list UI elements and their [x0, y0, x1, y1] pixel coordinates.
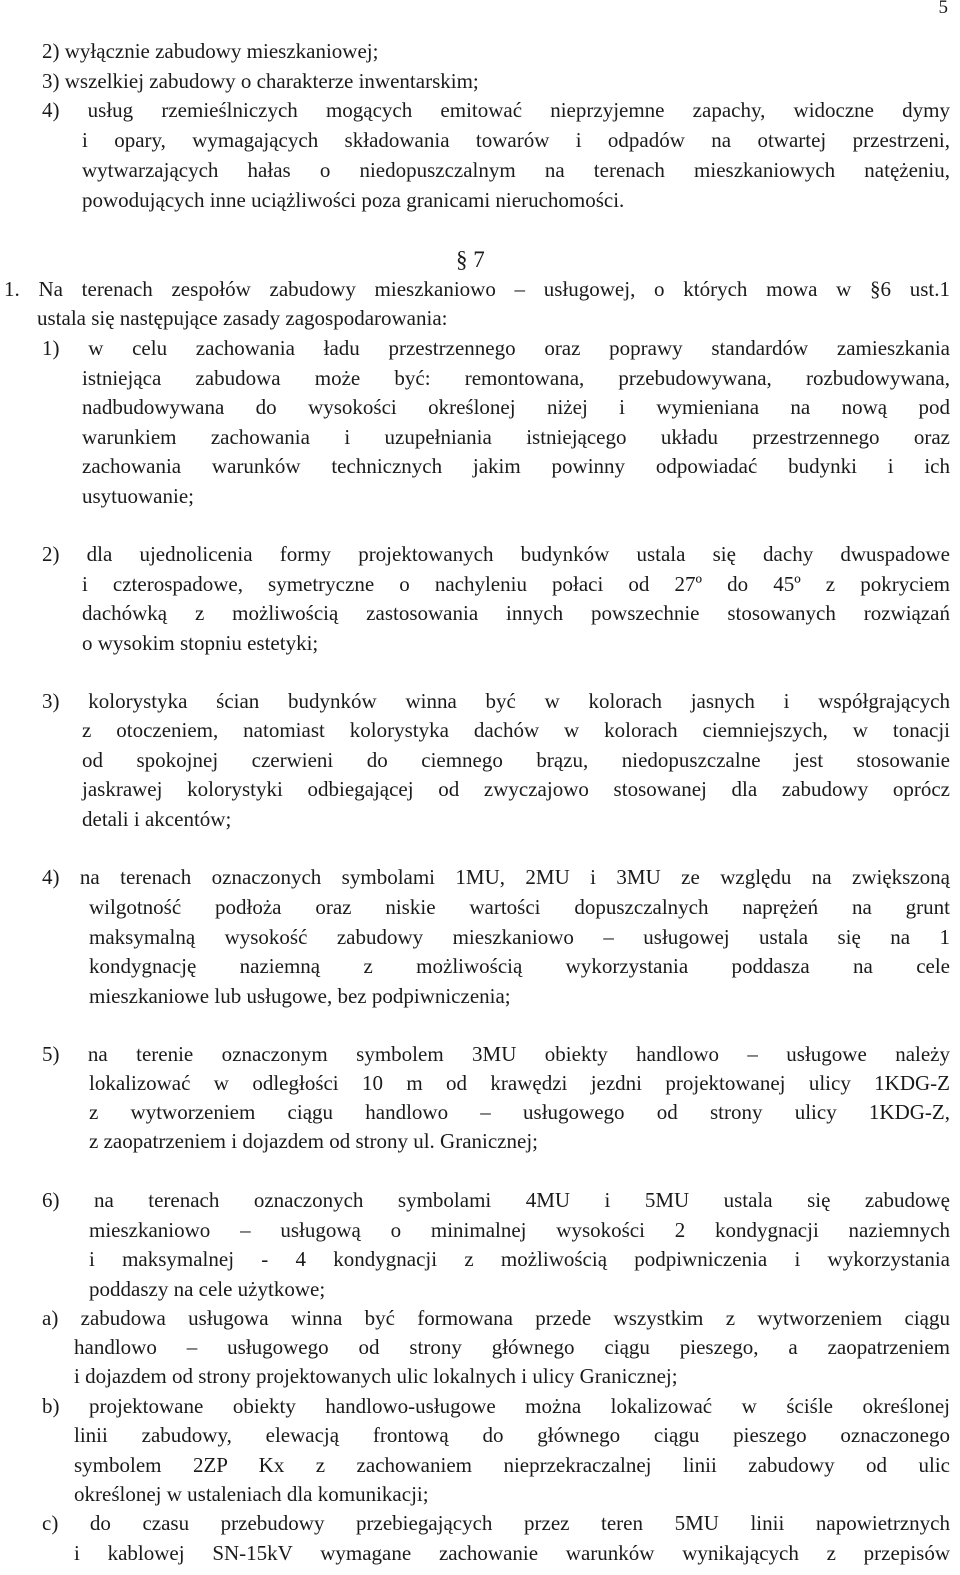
- text-line: i kablowej SN-15kV wymagane zachowanie warunków wynikających z przepisów: [74, 1541, 950, 1565]
- text-line: poddaszy na cele użytkowe;: [89, 1277, 326, 1301]
- text-line: 6) na terenach oznaczonych symbolami 4MU i 5MU ustala się zabudowę: [42, 1188, 950, 1212]
- text-line: lokalizować w odległości 10 m od krawędzi jezdni projektowanej ulicy 1KDG-Z: [89, 1071, 950, 1095]
- text-line: nadbudowywana do wysokości określonej niżej i wymieniana na nową pod: [82, 395, 950, 419]
- text-line: 1. Na terenach zespołów zabudowy mieszkaniowo – usługowej, o których mowa w §6 ust.1: [4, 277, 950, 301]
- text-line: detali i akcentów;: [82, 807, 232, 831]
- text-line: i maksymalnej - 4 kondygnacji z możliwością podpiwniczenia i wykorzystania: [89, 1247, 950, 1271]
- text-line: z wytworzeniem ciągu handlowo – usługowego od strony ulicy 1KDG-Z,: [89, 1100, 950, 1124]
- text-line: maksymalną wysokość zabudowy mieszkaniowo – usługowej ustala się na 1: [89, 925, 950, 949]
- text-line: linii zabudowy, elewacją frontową do głównego ciągu pieszego oznaczonego: [74, 1423, 950, 1447]
- section-heading: § 7: [456, 247, 485, 272]
- text-line: jaskrawej kolorystyki odbiegającej od zwyczajowo stosowanej dla zabudowy oprócz: [82, 777, 950, 801]
- text-line: warunkiem zachowania i uzupełniania istniejącego układu przestrzennego oraz: [82, 425, 950, 449]
- text-line: 4) usług rzemieślniczych mogących emitować nieprzyjemne zapachy, widoczne dymy: [42, 98, 950, 122]
- text-line: mieszkaniowe lub usługowe, bez podpiwniczenia;: [89, 984, 511, 1008]
- text-line: 5) na terenie oznaczonym symbolem 3MU obiekty handlowo – usługowe należy: [42, 1042, 950, 1066]
- text-line: 2) dla ujednolicenia formy projektowanych budynków ustala się dachy dwuspadowe: [42, 542, 950, 566]
- text-line: mieszkaniowo – usługową o minimalnej wysokości 2 kondygnacji naziemnych: [89, 1218, 950, 1242]
- text-line: kondygnację naziemną z możliwością wykorzystania poddasza na cele: [89, 954, 950, 978]
- text-line: i opary, wymagających składowania towarów i odpadów na otwartej przestrzeni,: [82, 128, 950, 152]
- text-line: 3) kolorystyka ścian budynków winna być w kolorach jasnych i współgrających: [42, 689, 950, 713]
- text-line: c) do czasu przebudowy przebiegających przez teren 5MU linii napowietrznych: [42, 1511, 950, 1535]
- text-line: a) zabudowa usługowa winna być formowana przede wszystkim z wytworzeniem ciągu: [42, 1306, 950, 1330]
- text-line: wilgotność podłoża oraz niskie wartości dopuszczalnych naprężeń na grunt: [89, 895, 950, 919]
- text-line: usytuowanie;: [82, 484, 194, 508]
- text-line: dachówką z możliwością zastosowania innych powszechnie stosowanych rozwiązań: [82, 601, 950, 625]
- text-line: zachowania warunków technicznych jakim powinny odpowiadać budynki i ich: [82, 454, 950, 478]
- text-line: określonej w ustaleniach dla komunikacji;: [74, 1482, 429, 1506]
- text-line: 3) wszelkiej zabudowy o charakterze inwentarskim;: [42, 69, 479, 93]
- text-line: o wysokim stopniu estetyki;: [82, 631, 319, 655]
- text-line: 1) w celu zachowania ładu przestrzennego oraz poprawy standardów zamieszkania: [42, 336, 950, 360]
- text-line: powodujących inne uciążliwości poza granicami nieruchomości.: [82, 188, 625, 212]
- text-line: wytwarzających hałas o niedopuszczalnym na terenach mieszkaniowych natężeniu,: [82, 158, 950, 182]
- text-line: od spokojnej czerwieni do ciemnego brązu, niedopuszczalne jest stosowanie: [82, 748, 950, 772]
- text-line: i dojazdem od strony projektowanych ulic lokalnych i ulicy Granicznej;: [74, 1364, 678, 1388]
- page-number: 5: [938, 0, 948, 18]
- text-line: z otoczeniem, natomiast kolorystyka dachów w kolorach ciemniejszych, w tonacji: [82, 718, 950, 742]
- text-line: ustala się następujące zasady zagospodarowania:: [37, 306, 448, 330]
- text-line: istniejąca zabudowa może być: remontowana, przebudowywana, rozbudowywana,: [82, 366, 950, 390]
- text-line: 4) na terenach oznaczonych symbolami 1MU, 2MU i 3MU ze względu na zwiększoną: [42, 865, 950, 889]
- text-line: z zaopatrzeniem i dojazdem od strony ul. Granicznej;: [89, 1129, 538, 1153]
- text-line: 2) wyłącznie zabudowy mieszkaniowej;: [42, 39, 379, 63]
- text-line: i czterospadowe, symetryczne o nachyleniu połaci od 27º do 45º z pokryciem: [82, 572, 950, 596]
- text-line: b) projektowane obiekty handlowo-usługowe można lokalizować w ściśle określonej: [42, 1394, 950, 1418]
- text-line: symbolem 2ZP Kx z zachowaniem nieprzekraczalnej linii zabudowy od ulic: [74, 1453, 950, 1477]
- text-line: handlowo – usługowego od strony głównego ciągu pieszego, a zaopatrzeniem: [74, 1335, 950, 1359]
